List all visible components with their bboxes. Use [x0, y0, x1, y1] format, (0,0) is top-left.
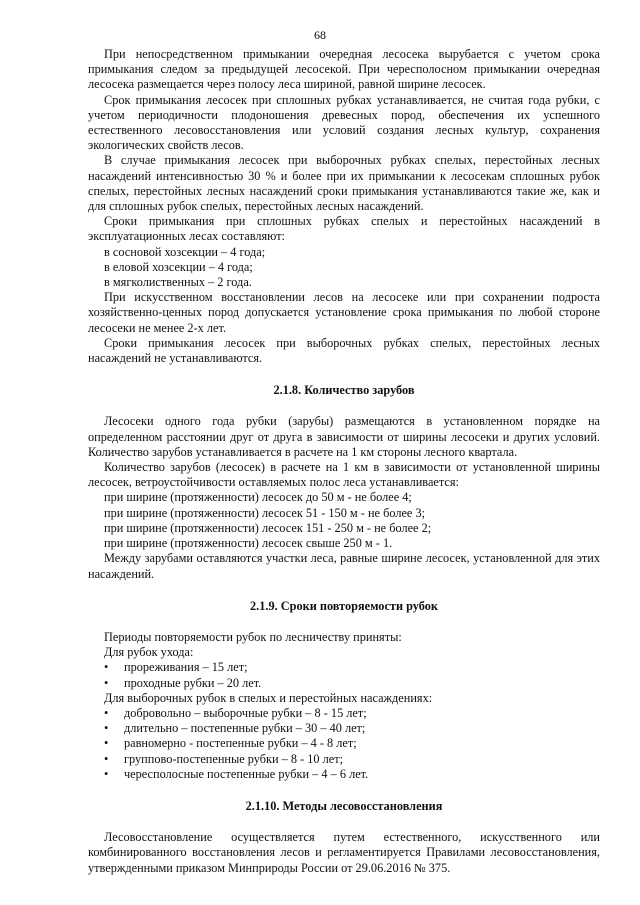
paragraph: Количество зарубов (лесосек) в расчете на 1 км в зависимости от установленной ширины лесосек, ветроустойчивости оставляемых полос леса устанавливается:	[88, 460, 600, 490]
list-item-text: прореживания – 15 лет;	[124, 660, 248, 675]
page-number: 68	[314, 28, 326, 42]
section-heading-2-1-8: 2.1.8. Количество зарубов	[273, 383, 415, 398]
list-item-text: чересполосные постепенные рубки – 4 – 6 лет.	[124, 766, 369, 781]
list-line: при ширине (протяженности) лесосек 51 - 150 м - не более 3;	[104, 505, 426, 520]
list-item-text: группово-постепенные рубки – 8 - 10 лет;	[124, 751, 344, 766]
list-line: в еловой хозсекции – 4 года;	[104, 259, 253, 274]
list-line: в сосновой хозсекции – 4 года;	[104, 244, 266, 259]
list-line: при ширине (протяженности) лесосек 151 - 250 м - не более 2;	[104, 520, 432, 535]
bullet-icon: •	[104, 721, 109, 736]
section-heading-2-1-9: 2.1.9. Сроки повторяемости рубок	[250, 598, 438, 613]
paragraph: Периоды повторяемости рубок по лесничеству приняты:	[104, 629, 402, 644]
list-heading: Для рубок ухода:	[104, 645, 194, 660]
bullet-icon: •	[104, 766, 109, 781]
paragraph: Между зарубами оставляются участки леса, равные ширине лесосек, установленной для этих насаждений.	[88, 551, 600, 581]
paragraph: Сроки примыкания лесосек при выборочных рубках спелых, перестойных лесных насаждений не устанавливаются.	[88, 335, 600, 366]
list-item	[88, 767, 600, 782]
list-item	[88, 752, 600, 767]
bullet-icon: •	[104, 751, 109, 766]
bullet-icon: •	[104, 705, 109, 720]
list-item	[88, 676, 600, 691]
paragraph: В случае примыкания лесосек при выборочных рубках спелых, перестойных лесных насаждений интенсивностью 30 % и более при их примыкании к лесосекам сплошных рубок спелых, перестойных лесных насаждений сроки примыкания устанавливаются такие же, как и для сплошных рубок спелых, перестойных лесных насаждений.	[88, 153, 600, 214]
list-line: при ширине (протяженности) лесосек свыше 250 м - 1.	[104, 536, 393, 551]
care-list	[88, 660, 600, 690]
bullet-icon: •	[104, 736, 109, 751]
list-item	[88, 721, 600, 736]
list-item	[88, 736, 600, 751]
paragraph: При непосредственном примыкании очередная лесосека вырубается с учетом срока примыкания следом за предыдущей лесосекой. При чересполосном примыкании очередная лесосека размещается через полосу леса шириной, равной ширине лесосек.	[88, 47, 600, 92]
list-item-text: проходные рубки – 20 лет.	[124, 675, 262, 690]
list-line: в мягколиственных – 2 года.	[104, 275, 252, 290]
list-item-text: длительно – постепенные рубки – 30 – 40 лет;	[124, 721, 366, 736]
paragraph: Лесовосстановление осуществляется путем естественного, искусственного или комбинированного восстановления лесов и регламентируется Правилами лесовосстановления, утвержденными приказом Минприроды России от 29.06.2016 № 375.	[88, 830, 600, 875]
bullet-icon: •	[104, 660, 109, 675]
paragraph: Лесосеки одного года рубки (зарубы) размещаются в установленном порядке на определенном расстоянии друг от друга в зависимости от ширины лесосеки и других условий. Количество зарубов устанавливается в расчете на 1 км стороны лесного квартала.	[88, 414, 600, 459]
list-line: при ширине (протяженности) лесосек до 50 м - не более 4;	[104, 490, 412, 505]
bullet-icon: •	[104, 675, 109, 690]
list-heading: Для выборочных рубок в спелых и перестойных насаждениях:	[104, 690, 433, 705]
list-item-text: добровольно – выборочные рубки – 8 - 15 лет;	[124, 705, 367, 720]
selective-list	[88, 706, 600, 782]
section-heading-2-1-10: 2.1.10. Методы лесовосстановления	[245, 798, 443, 813]
list-item-text: равномерно - постепенные рубки – 4 - 8 лет;	[124, 736, 357, 751]
paragraph: При искусственном восстановлении лесов на лесосеке или при сохранении подроста хозяйственно-ценных пород допускается установление срока примыкания по любой стороне лесосеки не менее 2-х лет.	[88, 290, 600, 335]
list-item	[88, 660, 600, 675]
paragraph: Сроки примыкания при сплошных рубках спелых и перестойных насаждений в эксплуатационных лесах составляют:	[88, 214, 600, 244]
list-item	[88, 706, 600, 721]
paragraph: Срок примыкания лесосек при сплошных рубках устанавливается, не считая года рубки, с учетом периодичности плодоношения древесных пород, обеспечения их успешного естественного лесовосстановления или условий создания лесных культур, сохранения экологических свойств лесов.	[88, 92, 600, 153]
page-content	[88, 47, 600, 876]
